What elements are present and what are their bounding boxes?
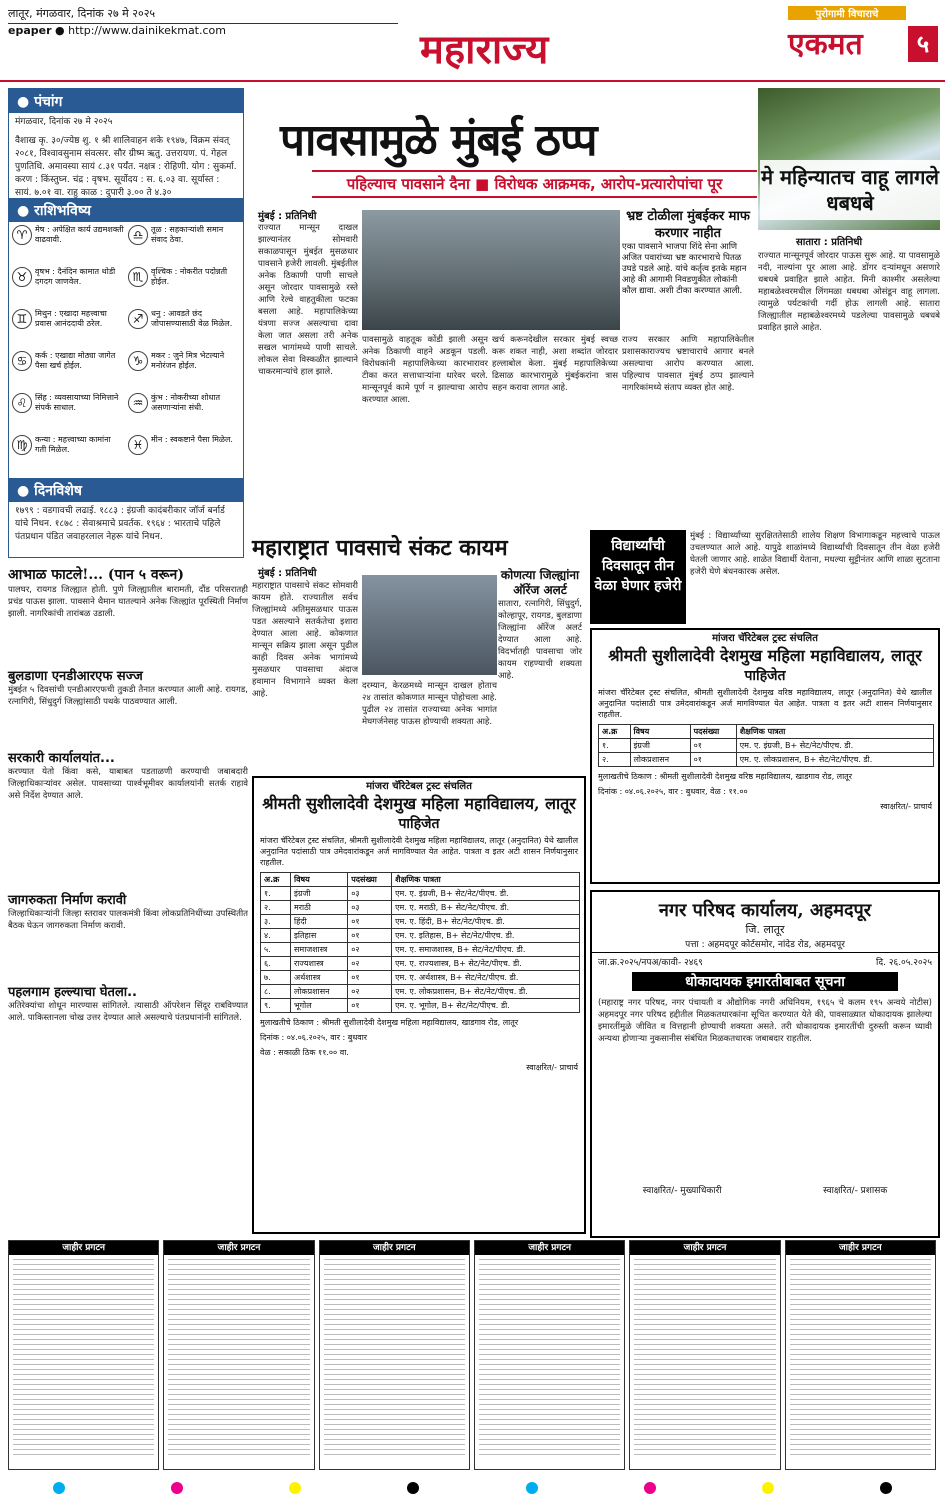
black-dot (407, 1482, 419, 1494)
waterfall-text: राज्यात मान्सूनपूर्व जोरदार पाऊस सुरू आहे. या पावसामुळे नदी, नाल्यांना पूर आला आहे. डोंगर दऱ्यांमधून असणारे धबधबे प्रवाहित झाले आहेत. मिनी काश्मीर असलेल्या महाबळेश्वरमधील लिंगमळा धबधबा ओसंडून वाहू लागला. त्यामुळे पर्यटकांची गर्दी होऊ लागली आहे. सातारा जिल्ह्यातील महाबळेश्वरमध्ये पडलेल्या पावसामुळे धबधबे प्रवाहित झाले आहेत. (758, 251, 940, 333)
rain-headline: महाराष्ट्रात पावसाचे संकट कायम (252, 535, 508, 561)
rashi-item (12, 225, 124, 265)
dinvishesh-title: दिनविशेष (34, 483, 82, 499)
table-cell: ०१ (690, 753, 736, 767)
rashi-item (12, 309, 124, 349)
awareness-sub: जागरुकता निर्माण करावी (8, 893, 127, 908)
office-text: करण्यात येतो किंवा कसे, याबाबत पडताळणी करण्याची जबाबदारी जिल्हाधिकाऱ्यांवर असेल. पावसाच्या पार्श्वभूमीवर कार्यालयांनी सतर्क राहावे असे निर्देश देण्यात आले. (8, 767, 248, 801)
office-sub: सरकारी कार्यालयांत... (8, 751, 115, 766)
zodiac-icon: ♑ (128, 351, 148, 371)
table-cell: राज्यशास्त्र (291, 957, 348, 971)
table-cell: २. (599, 753, 631, 767)
zodiac-icon: ♊ (12, 309, 32, 329)
nagar-notice-title: धोकादायक इमारतीबाबत सूचना (632, 972, 898, 991)
table-cell: मराठी (291, 901, 348, 915)
table-cell: ९. (261, 999, 291, 1013)
corruption-box (622, 208, 754, 328)
table-cell: ०१ (690, 739, 736, 753)
college2-text: मांजरा चॅरिटेबल ट्रस्ट संचलित, श्रीमती सुशीलादेवी देशमुख महिला महाविद्यालय, लातूर (अनुदानित) येथे खालील अनुदानित पदांसाठी पात्र उमेदवारांकडून अर्ज मागविण्यात येत आहेत. पात्रता व इतर अटी शासन निर्णयानुसार राहतील. (260, 836, 578, 867)
classified-ad (319, 1240, 470, 1470)
main-col-2: पावसामुळे वाहतूक कोंडी झाली असून अनेक ठिकाणी वाहने अडकून पडली. विरोधकांनी महापालिकेच्या कारभारावर टीका करत सत्ताधाऱ्यांना धारेवर धरले. मान्सूनपूर्व कामे पूर्ण न झाल्याचा आरोप करण्यात आला. (362, 335, 488, 405)
table-cell: एम. ए. राज्यशास्त्र, B+ सेट/नेट/पीएच. डी. (392, 957, 580, 971)
table-cell: ०१ (348, 915, 392, 929)
cyan-dot (53, 1482, 65, 1494)
rashi-item (128, 351, 240, 391)
rashi-item (12, 393, 124, 433)
table-cell: १. (261, 887, 291, 901)
rashi-item (128, 225, 240, 265)
main-byline: मुंबई : प्रतिनिधी (258, 211, 317, 222)
classified-body (13, 1259, 154, 1455)
rashi-title: राशिभविष्य (34, 203, 91, 219)
attendance-text: मुंबई : विद्यार्थ्यांच्या सुरक्षिततेसाठी शालेय शिक्षण विभागाकडून महत्त्वाचे पाऊल उचलण्यात आले आहे. यापुढे शाळांमध्ये विद्यार्थ्यांची दिवसातून तीन वेळा हजेरी घेतली जाणार आहे. शाळेत विद्यार्थी येताना, मधल्या सुट्टीनंतर आणि शाळा सुटताना हजेरी घेणे बंधनकारक असेल. (690, 531, 940, 577)
college1-want: पाहिजेत (744, 668, 786, 684)
rashi-item (128, 435, 240, 475)
table-cell: ३. (261, 915, 291, 929)
dinvishesh-heading: ● दिनविशेष (9, 478, 243, 502)
table-cell: एम. ए. हिंदी, B+ सेट/नेट/पीएच. डी. (392, 915, 580, 929)
section-title: महाराज्य (420, 26, 549, 73)
classified-ad (785, 1240, 936, 1470)
classified-heading: जाहीर प्रगटन (320, 1241, 469, 1255)
classified-body (790, 1259, 931, 1455)
panchang-text: वैशाख कृ. ३०/ज्येष्ठ शु. १ श्री शालिवाहन शके १९४७, विक्रम संवत् २०८१, विश्वावसुनाम संवत्सर. सौर ग्रीष्म ऋतु. उत्तरायण. पं. गेहल पुणतिथि. अमावस्या सायं ८.३१ पर्यंत. नक्षत्र : रोहिणी. योग : सुकर्मा. करण : किंस्तुघ्न. चंद्र : वृषभ. सूर्योदय : स. ६.०३ वा. सूर्यास्त : सायं. ७.०१ वा. राहु काळ : दुपारी ३.०० ते ४.३० (15, 136, 237, 198)
tagline: पुरोगामी विचाराचे (788, 6, 906, 20)
rashi-text: सिंह : व्यवसायाच्या निमित्ताने संपर्क साधाल. (35, 393, 119, 412)
zodiac-icon: ♐ (128, 309, 148, 329)
table-row (261, 887, 580, 901)
table-cell: समाजशास्त्र (291, 943, 348, 957)
table-cell: एम. ए. लोकप्रशासन, B+ सेट/नेट/पीएच. डी. (392, 985, 580, 999)
nagar-sign-2: स्वाक्षरित/- प्रशासक (823, 1186, 888, 1196)
zodiac-icon: ♒ (128, 393, 148, 413)
table-header: पदसंख्या (348, 873, 392, 887)
classified-ad (629, 1240, 780, 1470)
classified-ad (474, 1240, 625, 1470)
corruption-title: भ्रष्ट टोळीला मुंबईकर माफ करणार नाहीत (626, 209, 750, 241)
college2-sign: स्वाक्षरित/- प्राचार्य (526, 1063, 578, 1072)
table-header: अ.क्र (261, 873, 291, 887)
table-cell: एम. ए. लोकप्रशासन, B+ सेट/नेट/पीएच. डी. (736, 753, 933, 767)
rashi-text: वृषभ : दैनंदिन कामात थोडी दगदग जाणवेल. (35, 267, 116, 286)
table-row (261, 999, 580, 1013)
table-row (599, 753, 934, 767)
college1-table (598, 724, 934, 767)
main-col-1: राज्यात मान्सून दाखल झाल्यानंतर सोमवारी सकाळपासून मुंबईत मुसळधार पावसाने हजेरी लावली. मुंबईतील अनेक ठिकाणी पाणी साचले असून जोरदार पावसामुळे रस्ते आणि रेल्वे वाहतुकीला फटका बसला आहे. महापालिकेच्या यंत्रणा सज्ज असल्याचा दावा केला जात असला तरी अनेक सखल भागांमध्ये पाणी साचले. लोकल सेवा विस्कळीत झाल्याने चाकरमान्यांचे हाल झाले. (258, 223, 358, 377)
zodiac-icon: ♉ (12, 267, 32, 287)
college1-sign: स्वाक्षरित/- प्राचार्य (880, 802, 932, 811)
table-row (261, 971, 580, 985)
table-header: विषय (630, 725, 690, 739)
panchang-title: पंचांग (34, 94, 63, 110)
zodiac-icon: ♍ (12, 435, 32, 455)
college-ad-center (252, 776, 586, 1234)
rashi-text: कुंभ : नोकरीच्या शोधात असणाऱ्यांना संधी. (151, 393, 221, 412)
college2-date: दिनांक : ०४.०६.२०२५, वार : बुधवार (260, 1033, 368, 1042)
nagar-parishad-notice (590, 890, 940, 1238)
college2-table (260, 872, 580, 1013)
nagar-signs (592, 1183, 938, 1196)
header-rule (0, 80, 945, 82)
college2-want: पाहिजेत (398, 816, 440, 832)
classified-heading: जाहीर प्रगटन (630, 1241, 779, 1255)
table-cell: ०२ (348, 985, 392, 999)
nagar-date: दि. २६.०५.२०२५ (876, 958, 932, 968)
rashi-item (12, 435, 124, 475)
college2-addr: मुलाखतीचे ठिकाण : श्रीमती सुशीलादेवी देशमुख महिला महाविद्यालय, खाडगाव रोड, लातूर (260, 1018, 519, 1027)
rashi-text: वृश्चिक : नोकरीत पदोन्नती होईल. (151, 267, 228, 286)
table-cell: इतिहास (291, 929, 348, 943)
nagar-text: (महाराष्ट्र नगर परिषद, नगर पंचायती व औद्योगिक नगरी अधिनियम, १९६५ चे कलम १९५ अन्वये नोटीस) अहमदपूर नगर परिषद हद्दीतील मिळकतधारकांना सूचित करण्यात येते की, पावसाळ्यात धोकादायक झालेल्या इमारतींमुळे जीवित व वित्तहानी होण्याची शक्यता असते. तरी धोकादायक इमारतींची दुरुस्ती करून घ्यावी अन्यथा होणाऱ्या नुकसानीस संबंधित मिळकतधारक जबाबदार राहतील. (598, 998, 932, 1044)
table-cell: ०३ (348, 887, 392, 901)
table-cell: ०२ (348, 957, 392, 971)
table-cell: एम. ए. इंग्रजी, B+ सेट/नेट/पीएच. डी. (392, 887, 580, 901)
classified-ad (8, 1240, 159, 1470)
table-row (261, 901, 580, 915)
college-ad-right (590, 628, 940, 884)
table-row (599, 739, 934, 753)
college1-addr: मुलाखतीचे ठिकाण : श्रीमती सुशीलादेवी देशमुख वरिष्ठ महाविद्यालय, खाडगाव रोड, लातूर (598, 772, 852, 781)
attendance-box: विद्यार्थ्यांची दिवसातून तीन वेळा घेणार हजेरी (590, 530, 686, 624)
orange-alert (498, 568, 582, 748)
zodiac-icon: ♈ (12, 225, 32, 245)
table-cell: ०३ (348, 901, 392, 915)
sidebar (8, 88, 244, 558)
rashi-item (128, 309, 240, 349)
nagar-refline (592, 953, 938, 970)
table-cell: ४. (261, 929, 291, 943)
table-cell: ०१ (348, 929, 392, 943)
awareness-text: जिल्हाधिकाऱ्यांनी जिल्हा स्तरावर पालकमंत्री किंवा लोकप्रतिनिधींच्या उपस्थितीत बैठक घेऊन जागरुकता निर्माण करावी. (8, 909, 248, 931)
rashi-grid (9, 222, 243, 478)
epaper-label: epaper (8, 24, 52, 37)
classified-row (8, 1240, 940, 1470)
table-cell: इंग्रजी (630, 739, 690, 753)
table-cell: एम. ए. मराठी, B+ सेट/नेट/पीएच. डी. (392, 901, 580, 915)
table-cell: ५. (261, 943, 291, 957)
college2-org: मांजरा चॅरिटेबल ट्रस्ट संचलित (366, 781, 472, 792)
panchang-date: मंगळवार, दिनांक २७ मे २०२५ (15, 117, 113, 127)
table-cell: अर्थशास्त्र (291, 971, 348, 985)
table-cell: लोकप्रशासन (291, 985, 348, 999)
table-cell: २. (261, 901, 291, 915)
table-cell: ०१ (348, 971, 392, 985)
orange-title: कोणत्या जिल्ह्यांना ऑरेंज अलर्ट (500, 568, 580, 597)
rashi-text: मेष : अपेक्षित कार्य उद्यमशक्ती वाढवावी. (35, 225, 124, 244)
zodiac-icon: ♌ (12, 393, 32, 413)
college2-time: वेळ : सकाळी ठिक ११.०० वा. (260, 1048, 349, 1057)
main-headline: पावसामुळे मुंबई ठप्प (280, 115, 597, 166)
magenta-dot (171, 1482, 183, 1494)
zodiac-icon: ♎ (128, 225, 148, 245)
yellow-dot (289, 1482, 301, 1494)
college1-date: दिनांक : ०४.०६.२०२५, वार : बुधवार, वेळ : ११.०० (598, 787, 748, 796)
rashi-heading: ● राशिभविष्य (9, 198, 243, 222)
dateline: लातूर, मंगळवार, दिनांक २७ मे २०२५ (8, 6, 398, 24)
rashi-item (128, 267, 240, 307)
classified-body (479, 1259, 620, 1455)
cyan-dot (526, 1482, 538, 1494)
college1-text: मांजरा चॅरिटेबल ट्रस्ट संचलित, श्रीमती सुशीलादेवी देशमुख वरिष्ठ महाविद्यालय, लातूर (अनुदानित) येथे खालील अनुदानित पदांसाठी पात्र उमेदवारांकडून अर्ज मागविण्यात येत आहेत. पात्रता व इतर अटी शासन निर्णयानुसार राहतील. (598, 688, 932, 719)
yellow-dot (762, 1482, 774, 1494)
table-row (261, 985, 580, 999)
site-link[interactable]: http://www.dainikekmat.com (68, 24, 226, 37)
table-cell: ०१ (348, 999, 392, 1013)
classified-heading: जाहीर प्रगटन (9, 1241, 158, 1255)
table-cell: एम. ए. समाजशास्त्र, B+ सेट/नेट/पीएच. डी. (392, 943, 580, 957)
main-col-3: खर्च करूनदेखील सरकार मुंबई स्वच्छ करू शकत नाही, अशा शब्दांत जोरदार हल्लाबोल केला. मुंबई महापालिकेच्या ढिसाळ कारभारामुळे मुंबईकरांना त्रास सहन करावा लागत आहे. (492, 335, 618, 393)
nagar-title: नगर परिषद कार्यालय, अहमदपूर (658, 900, 872, 921)
table-cell: ७. (261, 971, 291, 985)
classified-body (168, 1259, 309, 1455)
zodiac-icon: ♓ (128, 435, 148, 455)
epaper-line: epaper ● http://www.dainikekmat.com (8, 24, 226, 37)
rashi-item (12, 351, 124, 391)
aabhal-title: आभाळ फाटले!... (पान ५ वरून) (8, 567, 184, 583)
rashi-text: धनु : आवडते छंद जोपासण्यासाठी वेळ मिळेल. (151, 309, 233, 328)
ndrf-sub: बुलडाणा एनडीआरएफ सज्ज (8, 669, 143, 684)
rashi-text: कन्या : महत्त्वाच्या कामांना गती मिळेल. (35, 435, 111, 454)
classified-heading: जाहीर प्रगटन (786, 1241, 935, 1255)
college1-org: मांजरा चॅरिटेबल ट्रस्ट संचलित (712, 633, 818, 644)
nagar-sign-1: स्वाक्षरित/- मुख्याधिकारी (642, 1186, 722, 1196)
classified-heading: जाहीर प्रगटन (475, 1241, 624, 1255)
panchang-heading: ● पंचांग (9, 89, 243, 113)
waterfall-byline: सातारा : प्रतिनिधी (796, 237, 863, 248)
table-header: विषय (291, 873, 348, 887)
table-header: शैक्षणिक पात्रता (736, 725, 933, 739)
waterfall-headline: मे महिन्यातच वाहू लागले धबधबे (760, 160, 940, 220)
table-cell: ८. (261, 985, 291, 999)
table-cell: ०२ (348, 943, 392, 957)
table-cell: इंग्रजी (291, 887, 348, 901)
table-cell: एम. ए. भूगोल, B+ सेट/नेट/पीएच. डी. (392, 999, 580, 1013)
aabhal-text: पालघर, रायगड जिल्ह्यात होती. पुणे जिल्ह्यातील बारामती, दौंड परिसरातही प्रचंड पाऊस झाला. पावसाने थैमान घातल्याने अनेक जिल्ह्यांत पूरस्थिती निर्माण झाली. नागरिकांची तारांबळ उडाली. (8, 585, 248, 619)
table-header: पदसंख्या (690, 725, 736, 739)
zodiac-icon: ♋ (12, 351, 32, 371)
rain-photo (362, 210, 620, 330)
rashi-text: मीन : स्वकष्टाने पैसा मिळेल. (151, 435, 233, 444)
classified-body (634, 1259, 775, 1455)
rain-byline: मुंबई : प्रतिनिधी (258, 568, 317, 579)
table-cell: ६. (261, 957, 291, 971)
dinvishesh-text: १७९९ : वडगावची लढाई. १८८३ : इंग्रजी कादंबरीकार जॉर्ज बर्नार्ड यांचे निधन. १८७८ : सेवाश्रमाचे प्रवर्तक. १९६४ : भारताचे पहिले पंतप्रधान पंडित जवाहरलाल नेहरू यांचे निधन. (15, 506, 225, 542)
main-col-4: राज्य सरकार आणि महापालिकेतील प्रशासकाराज्यच भ्रष्टाचाराचे आगार बनले असल्याचा आरोप करण्यात आला. पहिल्याच पावसात मुंबई ठप्प झाल्याने नागरिकांमध्ये संताप व्यक्त होत आहे. (622, 335, 754, 393)
magenta-dot (644, 1482, 656, 1494)
classified-heading: जाहीर प्रगटन (164, 1241, 313, 1255)
rashi-text: कर्क : एखाद्या मोठ्या जागेत पैसा खर्च होईल. (35, 351, 116, 370)
table-header: अ.क्र (599, 725, 631, 739)
table-cell: हिंदी (291, 915, 348, 929)
college2-name: श्रीमती सुशीलादेवी देशमुख महिला महाविद्यालय, लातूर (262, 794, 576, 813)
rain-text: महाराष्ट्रात पावसाचे संकट सोमवारी कायम होते. राज्यातील सर्वच जिल्ह्यांमध्ये अतिमुसळधार पाऊस पडत असल्याने सतर्कतेचा इशारा देण्यात आला आहे. कोकणात मान्सून सक्रिय झाला असून पुढील काही दिवस अनेक भागांमध्ये मुसळधार पावसाचा अंदाज हवामान विभागाने व्यक्त केला आहे. (252, 581, 358, 699)
registration-marks (0, 1478, 945, 1498)
college1-name: श्रीमती सुशीलादेवी देशमुख महिला महाविद्यालय, लातूर (608, 646, 922, 665)
corruption-text: एका पावसाने भाजपा शिंदे सेना आणि अजित पवारांच्या भ्रष्ट कारभाराचे पितळ उघडे पडले आहे. यांचे कर्तृत्व इतके महान आहे की आगामी निवडणुकीत लोकांनी कौल द्यावा. अशी टीका करण्यात आली. (622, 242, 747, 296)
table-row (261, 943, 580, 957)
main-subhead: पहिल्याच पावसाने दैना ■ विरोधक आक्रमक, आरोप-प्रत्यारोपांचा पूर (312, 170, 757, 198)
rashi-text: मिथुन : एखादा महत्त्वाचा प्रवास आनंददायी ठरेल. (35, 309, 107, 328)
nagar-sub: जि. लातूर (745, 923, 785, 936)
table-cell: १. (599, 739, 631, 753)
pahalgam-text: अतिरेक्यांचा शोधून मारण्यास सांगितले. त्यासाठी ऑपरेशन सिंदूर राबविण्यात आले. पाकिस्तानला चोख उत्तर देण्यात आले असल्याचे पंतप्रधानांनी सांगितले. (8, 1001, 248, 1023)
table-row (261, 929, 580, 943)
table-row (261, 915, 580, 929)
page-number: ५ (908, 26, 938, 62)
nagar-ref: जा.क्र.२०२५/नपअ/कावी- २४६९ (598, 958, 703, 968)
rain-photo-2 (362, 575, 497, 675)
pahalgam-sub: पहलगाम हल्ल्याचा घेतला.. (8, 985, 137, 1000)
rain-text-2: दरम्यान, केरळमध्ये मान्सून दाखल होताच २४ तासांत कोकणात मान्सून पोहोचला आहे. पुढील २४ तासांत राज्याच्या अनेक भागांत मेघगर्जनेसह पाऊस होण्याची शक्यता आहे. (362, 681, 497, 727)
table-header: शैक्षणिक पात्रता (392, 873, 580, 887)
black-dot (880, 1482, 892, 1494)
rashi-item (128, 393, 240, 433)
table-cell: एम. ए. इंग्रजी, B+ सेट/नेट/पीएच. डी. (736, 739, 933, 753)
table-row (261, 957, 580, 971)
rashi-item (12, 267, 124, 307)
table-cell: लोकप्रशासन (630, 753, 690, 767)
nagar-addr: पत्ता : अहमदपूर कोर्टसमोर, नांदेड रोड, अहमदपूर (592, 937, 938, 953)
rashi-text: तूळ : सहकाऱ्यांशी समान संवाद ठेवा. (151, 225, 224, 244)
table-cell: भूगोल (291, 999, 348, 1013)
table-cell: एम. ए. इतिहास, B+ सेट/नेट/पीएच. डी. (392, 929, 580, 943)
left-news (8, 565, 248, 1150)
brand-logo: एकमत (788, 27, 863, 62)
classified-ad (163, 1240, 314, 1470)
ndrf-text: मुंबईत ५ दिवसांची एनडीआरएफची तुकडी तैनात करण्यात आली आहे. रायगड, रत्नागिरी, सिंधुदुर्ग जिल्ह्यांसाठी पथके पाठवण्यात आली. (8, 685, 248, 707)
orange-text: सातारा, रत्नागिरी, सिंधुदुर्ग, कोल्हापूर, रायगड, बुलडाणा जिल्ह्यांना ऑरेंज अलर्ट देण्यात आला आहे. विदर्भातही पावसाचा जोर कायम राहण्याची शक्यता आहे. (498, 599, 582, 681)
table-cell: एम. ए. अर्थशास्त्र, B+ सेट/नेट/पीएच. डी. (392, 971, 580, 985)
classified-body (324, 1259, 465, 1455)
rashi-text: मकर : जुने मित्र भेटल्याने मनोरंजन होईल. (151, 351, 225, 370)
zodiac-icon: ♏ (128, 267, 148, 287)
